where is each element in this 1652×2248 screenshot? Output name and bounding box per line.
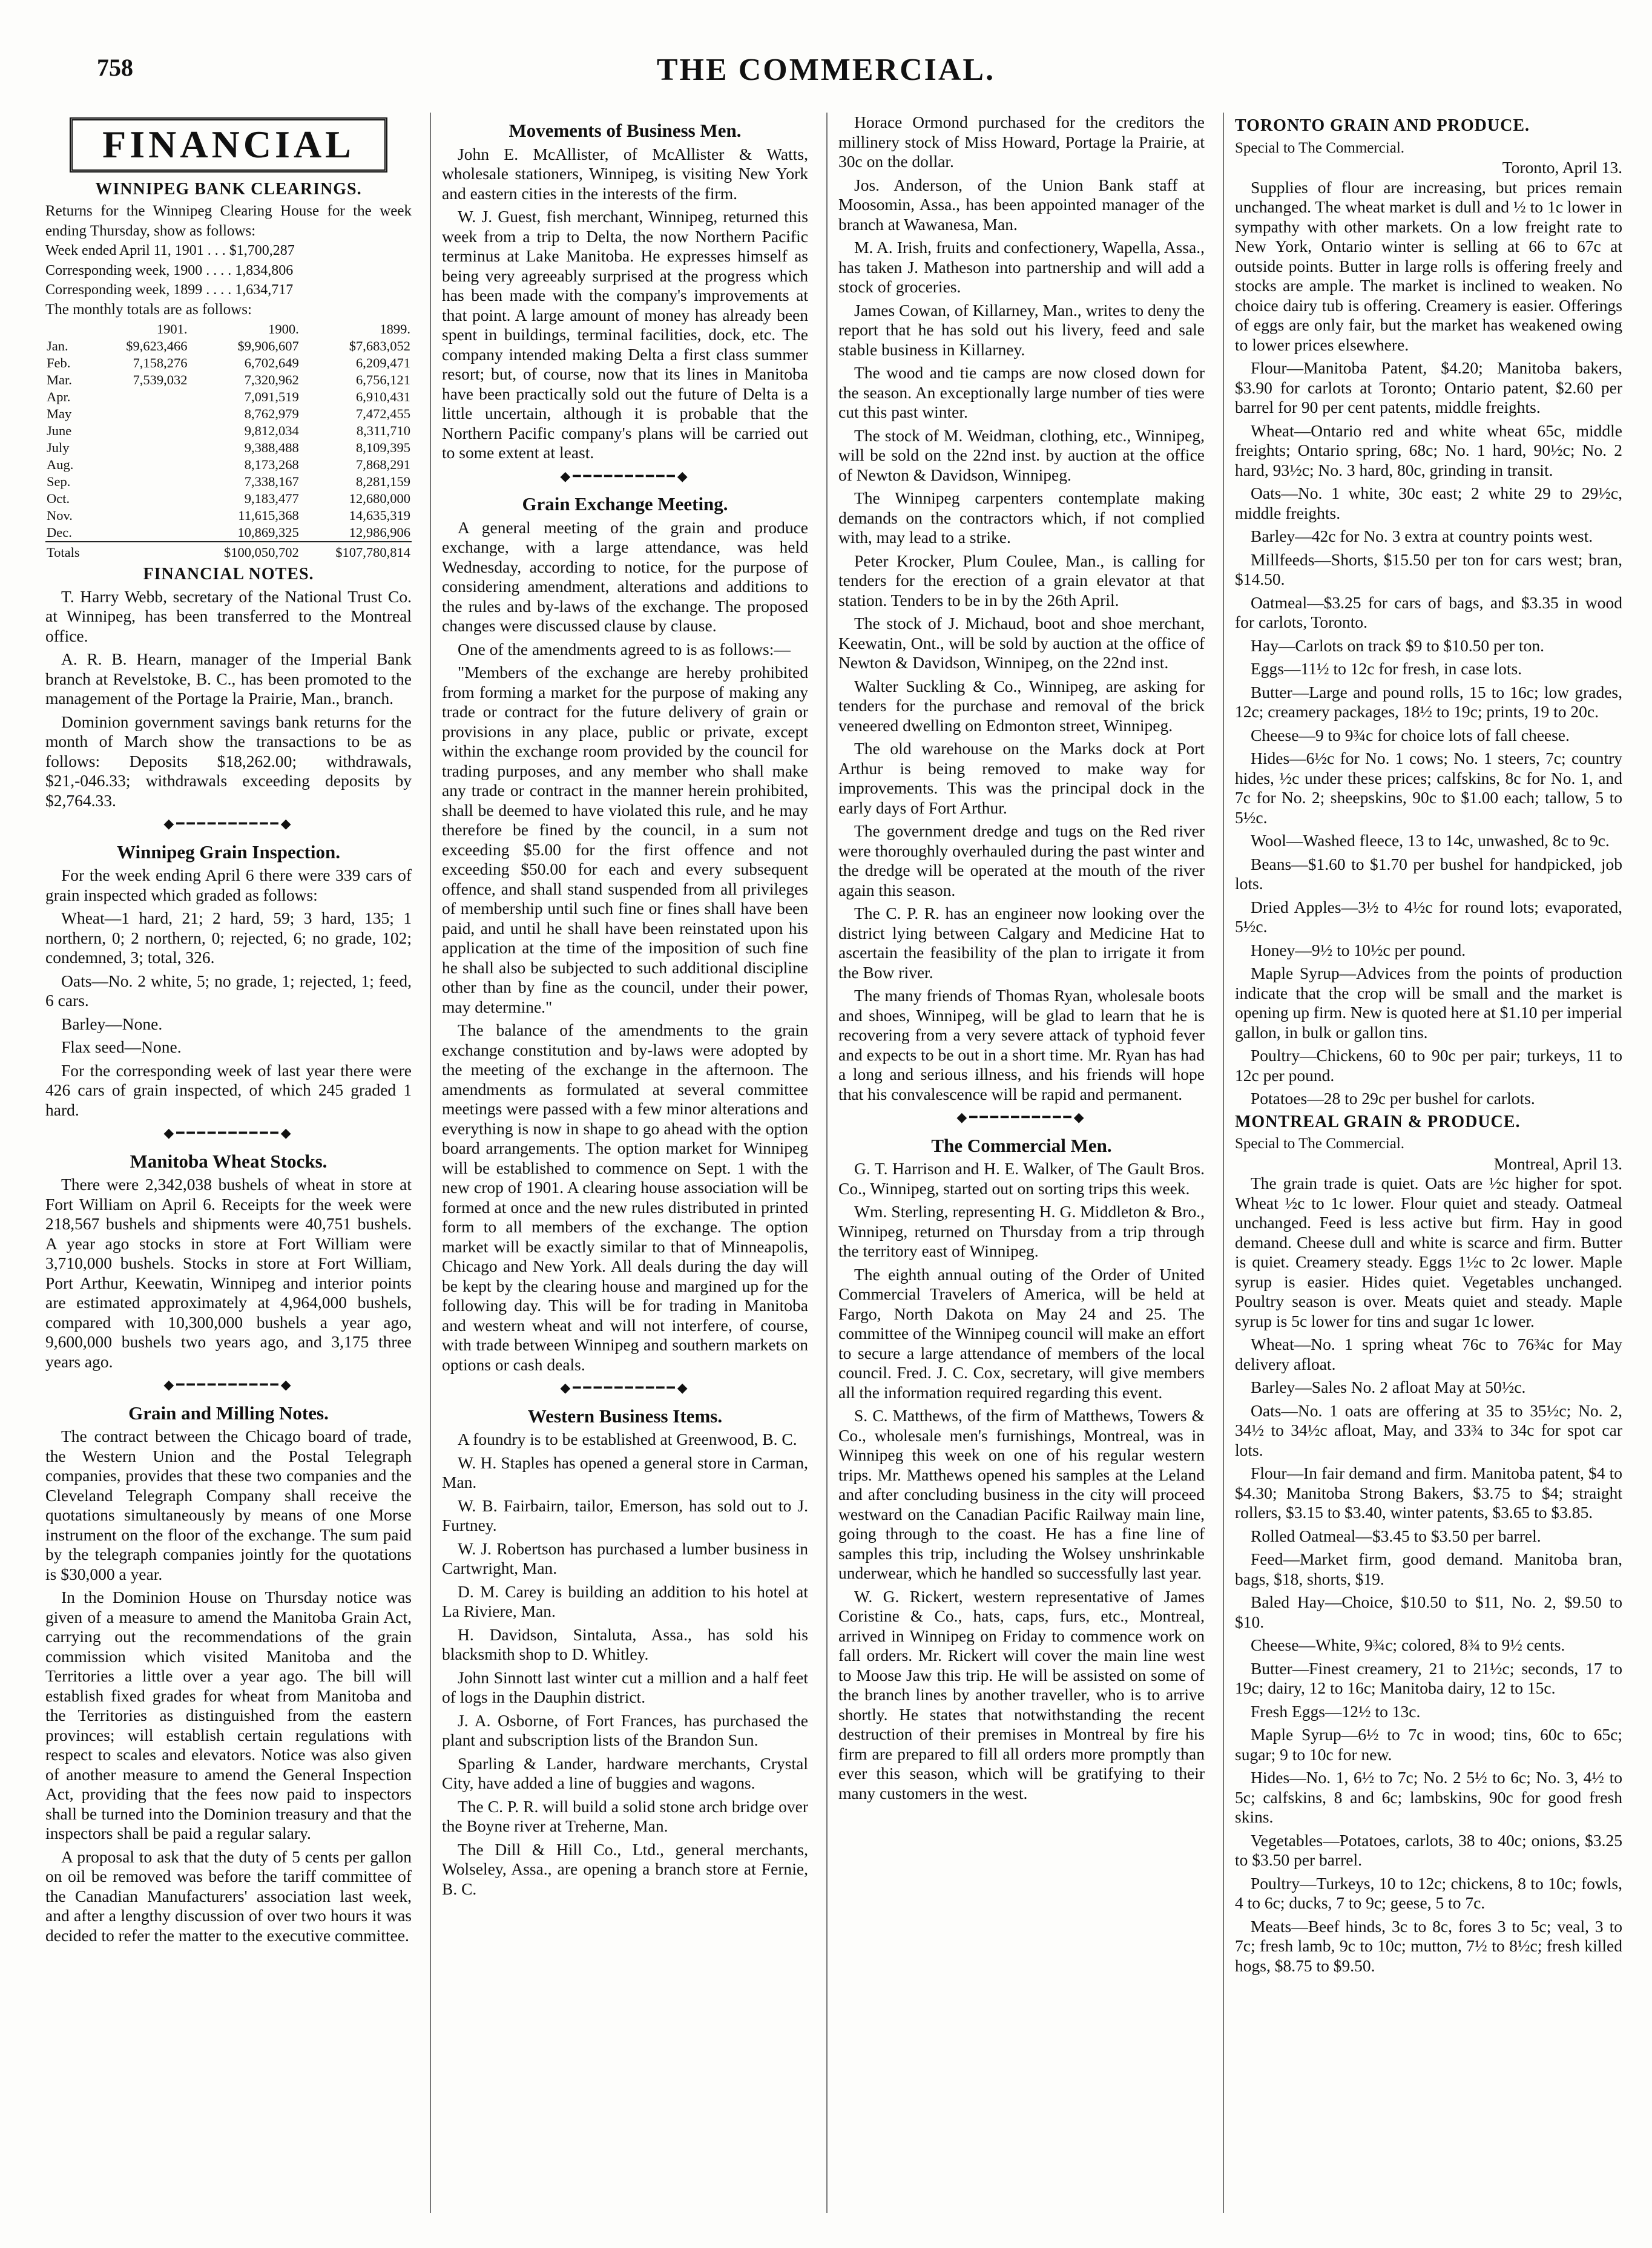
article-paragraph: A foundry is to be established at Greenwood, B. C. [458, 1430, 797, 1448]
month-cell: Apr. [47, 389, 71, 404]
month-cell: Mar. [47, 372, 72, 387]
month-cell: Feb. [47, 355, 71, 370]
table-row [45, 338, 412, 355]
article-paragraph: A proposal to ask that the duty of 5 cents per gallon on oil be removed was before the tariff committee of the Canadian Manufacturers' association last week, and after a lengthy discussion of over two hours it was decided to refer the matter to the executive committee. [45, 1847, 412, 1945]
market-paragraph: Oatmeal—$3.25 for cars of bags, and $3.35 in wood for carlots, Toronto. [1235, 593, 1622, 631]
value-cell [97, 473, 189, 490]
article-paragraph: In the Dominion House on Thursday notice was given of a measure to amend the Manitoba Grain Act, carrying out the recommendations of the grain commission which visited Manitoba and the Territories a little over a year ago. The bill will establish fixed grades for wheat from Manitoba and the Territories as distinguished from the eastern provinces; will establish certain regulations with respect to scales and elevators. Notice was also given of another measure to amend the General Inspection Act, providing that the fees now paid to inspectors shall be turned into the Dominion treasury and that the inspectors shall be paid a regular salary. [45, 1588, 412, 1842]
value-cell: 9,812,034 [244, 423, 299, 438]
value-cell [97, 524, 189, 542]
article-paragraph: John E. McAllister, of McAllister & Watts, wholesale stationers, Winnipeg, is visiting New York and eastern cities in the interests of the firm. [442, 144, 808, 203]
article-paragraph: S. C. Matthews, of the firm of Matthews, Towers & Co., wholesale men's furnishings, Montreal, was in Winnipeg this week on one of his regular western trips. Mr. Matthews opened his samples at the Leland and after concluding business in the city will proceed westward on the Canadian Pacific Railway main line, going through to the coast. He has a fine line of samples this trip, including the Wolsey unshrinkable underwear, which he handled so successfully last year. [838, 1406, 1205, 1582]
market-paragraph: Barley—Sales No. 2 afloat May at 50½c. [1251, 1378, 1526, 1396]
article-paragraph: The government dredge and tugs on the Red river were thoroughly overhauled during the past winter and the dredge will be operated at the mouth of the river again this season. [838, 821, 1205, 899]
clearings-line: Corresponding week, 1899 . . . . 1,634,717 [45, 282, 294, 298]
market-paragraph: Poultry—Chickens, 60 to 90c per pair; turkeys, 11 to 12c per pound. [1235, 1046, 1622, 1085]
financial-section-banner: FINANCIAL [70, 117, 387, 173]
article-paragraph: T. Harry Webb, secretary of the National Trust Co. at Winnipeg, has been transferred to the Montreal office. [45, 587, 412, 645]
article-paragraph: Peter Krocker, Plum Coulee, Man., is calling for tenders for the erection of a grain elevator at that station. Tenders to be in by the 26th April. [838, 551, 1205, 610]
article-paragraph: Wheat—1 hard, 21; 2 hard, 59; 3 hard, 135; 1 northern, 0; 2 northern, 0; rejected, 6; no grade, 102; condemned, 3; total, 326. [45, 909, 412, 967]
movements-heading: Movements of Business Men. [508, 120, 742, 141]
article-paragraph: G. T. Harrison and H. E. Walker, of The Gault Bros. Co., Winnipeg, started out on sorting trips this week. [838, 1159, 1205, 1198]
value-cell: 6,702,649 [244, 355, 299, 370]
clearings-table-header [45, 321, 412, 338]
value-cell [97, 406, 189, 422]
article-paragraph: The contract between the Chicago board of trade, the Western Union and the Postal Telegraph companies, provides that these two companies and the Cleveland Telegraph Company shall receive the quotations simultaneously by means of one Morse instrument on the floor of the exchange. The sum paid by the telegraph companies jointly for the quotations is $30,000 a year. [45, 1427, 412, 1583]
month-cell: Nov. [47, 508, 73, 523]
value-cell: 11,615,368 [238, 508, 299, 523]
article-paragraph: J. A. Osborne, of Fort Frances, has purchased the plant and subscription lists of the Brandon Sun. [442, 1711, 808, 1749]
month-cell: July [47, 440, 70, 455]
article-paragraph: For the corresponding week of last year there were 426 cars of grain inspected, of which 245 graded 1 hard. [45, 1060, 412, 1119]
article-paragraph: The Dill & Hill Co., Ltd., general merchants, Wolseley, Assa., are opening a branch store at Fernie, B. C. [442, 1839, 808, 1898]
value-cell: 7,539,032 [133, 372, 188, 387]
month-cell: Dec. [47, 525, 72, 540]
value-cell: 7,868,291 [356, 457, 410, 472]
clearings-line: Week ended April 11, 1901 . . . $1,700,287 [45, 243, 295, 258]
article-paragraph: Oats—No. 2 white, 5; no grade, 1; rejected, 1; feed, 6 cars. [45, 971, 412, 1010]
market-paragraph: Potatoes—28 to 29c per bushel for carlots. [1251, 1089, 1535, 1108]
market-paragraph: Meats—Beef hinds, 3c to 8c, fores 3 to 5c; veal, 3 to 7c; fresh lamb, 9c to 10c; mutton, 7½ to 8½c; fresh killed hogs, $8.75 to $9.50. [1235, 1916, 1622, 1975]
article-paragraph: The stock of M. Weidman, clothing, etc., Winnipeg, will be sold on the 22nd inst. by auction at the office of Newton & Davidson, Winnipeg. [838, 426, 1205, 484]
value-cell: 10,869,325 [237, 525, 299, 540]
column-2 [442, 113, 808, 2213]
month-cell: Aug. [47, 457, 74, 472]
table-row [45, 406, 412, 422]
market-paragraph: Cheese—9 to 9¾c for choice lots of fall cheese. [1251, 725, 1570, 744]
clearings-intro: Returns for the Winnipeg Clearing House for the week ending Thursday, show as follows: [45, 203, 412, 239]
total-cell: $100,050,702 [188, 542, 300, 561]
value-cell: 9,388,488 [244, 440, 299, 455]
market-paragraph: Cheese—White, 9¾c; colored, 8¾ to 9½ cents. [1251, 1635, 1565, 1654]
clearings-monthly-note: The monthly totals are as follows: [45, 301, 252, 318]
article-paragraph: The eighth annual outing of the Order of United Commercial Travelers of America, will be held at Fargo, North Dakota on May 24 and 25. The committee of the Winnipeg council will make an effort to secure a large attendance of members of the local council. Fred. J. C. Cox, secretary, will give members all the information required regarding this event. [838, 1264, 1205, 1402]
value-cell [97, 389, 189, 406]
toronto-market-heading: TORONTO GRAIN AND PRODUCE. [1235, 116, 1530, 135]
table-row [45, 456, 412, 473]
year-header: 1899. [380, 321, 410, 337]
market-paragraph: Maple Syrup—Advices from the points of production indicate that the crop will be small and the market is opening up firm. New is quoted here at $1.10 per imperial gallon, in bulk or gallon tins. [1235, 964, 1622, 1042]
masthead-title: THE COMMERCIAL. [656, 53, 996, 87]
market-paragraph: Poultry—Turkeys, 10 to 12c; chickens, 8 to 10c; fowls, 4 to 6c; ducks, 7 to 9c; geese, 5 to 7c. [1235, 1873, 1622, 1912]
article-paragraph: Barley—None. [61, 1014, 163, 1033]
value-cell: 8,109,395 [356, 440, 410, 455]
market-paragraph: Baled Hay—Choice, $10.50 to $11, No. 2, $9.50 to $10. [1235, 1592, 1622, 1631]
value-cell: 8,762,979 [244, 406, 299, 421]
article-paragraph: One of the amendments agreed to is as follows:— [458, 639, 791, 659]
article-paragraph: There were 2,342,038 bushels of wheat in store at Fort William on April 6. Receipts for the week were 218,567 bushels and shipments were 40,751 bushels. A year ago stocks in store at Fort William were 3,710,000 bushels. Stocks in store at Fort William, Port Arthur, Keewatin, Winnipeg and interior points are estimated approximately at 4,964,000 bushels, compared with 10,300,000 bushels a year ago, 9,600,000 bushels two years ago, and 3,175 three years ago. [45, 1175, 412, 1371]
article-paragraph: M. A. Irish, fruits and confectionery, Wapella, Assa., has taken J. Matheson into partnership and will add a stock of groceries. [838, 238, 1205, 296]
value-cell: $9,906,607 [237, 338, 299, 353]
article-paragraph: The stock of J. Michaud, boot and shoe merchant, Keewatin, Ont., will be sold by auction at the office of Newton & Davidson, Winnipeg, on the 22nd inst. [838, 614, 1205, 672]
article-paragraph: The balance of the amendments to the grain exchange constitution and by-laws were adopted by the meeting of the exchange in the afternoon. The amendments as formulated at several committee meetings were passed with a few minor alterations and everything is now in shape to go ahead with the option board arrangements. The option market for Winnipeg will be established to commence on Sept. 1 with the new crop of 1901. A clearing house association will be formed at once and the new rules distributed in printed form to all members of the exchange. The option market will be exactly similar to that of Minneapolis, Chicago and New York. All deals during the day will be kept by the clearing house and margined up for the following day. This will be for trading in Manitoba and western wheat and will not interfere, of course, with trade between Winnipeg and southern markets on options or cash deals. [442, 1020, 808, 1374]
value-cell: 6,910,431 [356, 389, 410, 404]
article-paragraph: The C. P. R. will build a solid stone arch bridge over the Boyne river at Treherne, Man. [442, 1796, 808, 1835]
table-row [45, 439, 412, 456]
year-header: 1901. [156, 321, 188, 337]
article-paragraph: John Sinnott last winter cut a million and a half feet of logs in the Dauphin district. [442, 1668, 808, 1706]
value-cell: 8,281,159 [356, 474, 410, 489]
table-row [45, 422, 412, 439]
ornament-divider: ◆━━━━━━━━━━◆ [163, 1377, 294, 1392]
month-cell: June [47, 423, 72, 438]
value-cell: 6,209,471 [356, 355, 410, 370]
market-paragraph: The grain trade is quiet. Oats are ½c higher for spot. Wheat ½c to 1c lower. Flour quiet and steady. Oatmeal unchanged. Feed is less active but firm. Hay in good demand. Cheese dull and white is scarce and firm. Butter is quiet. Creamery steady. Eggs 1½c to 2c lower. Maple syrup is easier. Hides quiet. Vegetables unchanged. Poultry season is over. Meats quiet and steady. Maple syrup is 5c lower for tins and sugar 1c lower. [1235, 1174, 1622, 1330]
value-cell: 8,311,710 [356, 423, 410, 438]
article-paragraph: A general meeting of the grain and produce exchange, with a large attendance, was held Wednesday, according to notice, for the purpose of considering amendment, alterations and additions to the rules and by-laws of the exchange. The proposed changes were discussed clause by clause. [442, 518, 808, 635]
clearings-table [45, 321, 412, 561]
market-paragraph: Wool—Washed fleece, 13 to 14c, unwashed, 8c to 9c. [1251, 831, 1610, 850]
article-paragraph: Jos. Anderson, of the Union Bank staff at Moosomin, Assa., has been appointed manager of the branch at Wawanesa, Man. [838, 175, 1205, 234]
market-paragraph: Oats—No. 1 white, 30c east; 2 white 29 to 29½c, middle freights. [1235, 484, 1622, 522]
article-paragraph: W. H. Staples has opened a general store in Carman, Man. [442, 1453, 808, 1491]
article-paragraph: The Winnipeg carpenters contemplate making demands on the contractors which, if not complied with, may lead to a strike. [838, 488, 1205, 547]
value-cell: 12,986,906 [349, 525, 410, 540]
page-number: 758 [97, 54, 133, 81]
total-cell: $107,780,814 [300, 542, 412, 561]
article-paragraph: W. J. Guest, fish merchant, Winnipeg, returned this week from a trip to Delta, the now Northern Pacific terminus at Lake Manitoba. He expresses himself as being very agreeably surprised at the progress which has been made with the company's improvements at that point. A large amount of money has already been spent in buildings, terminal facilities, dock, etc. The company intended making Delta a first class summer resort; but, of course, now that its lines in Manitoba have been practically sold out the future of Delta is a little uncertain, although it is probable that the Northern Pacific company's plans will be carried out to some extent at least. [442, 207, 808, 462]
value-cell [97, 439, 189, 456]
value-cell: 7,158,276 [133, 355, 188, 370]
dateline: Montreal, April 13. [1493, 1154, 1622, 1173]
market-paragraph: Millfeeds—Shorts, $15.50 per ton for cars west; bran, $14.50. [1235, 550, 1622, 588]
column-1 [45, 113, 412, 2213]
special-line: Special to The Commercial. [1235, 1136, 1405, 1152]
dateline: Toronto, April 13. [1502, 158, 1622, 177]
market-paragraph: Wheat—Ontario red and white wheat 65c, middle freights; Ontario spring, 68c; No. 1 hard, 90½c; No. 2 hard, 93½c; No. 3 hard, 80c, grinding in transit. [1235, 421, 1622, 479]
value-cell [97, 456, 189, 473]
article-paragraph: James Cowan, of Killarney, Man., writes to deny the report that he has sold out his livery, feed and sale stable business in Killarney. [838, 300, 1205, 359]
article-paragraph: Sparling & Lander, hardware merchants, Crystal City, have added a line of buggies and wagons. [442, 1753, 808, 1792]
market-paragraph: Beans—$1.60 to $1.70 per bushel for handpicked, job lots. [1235, 854, 1622, 893]
market-paragraph: Butter—Large and pound rolls, 15 to 16c; low grades, 12c; creamery packages, 18½ to 19c; prints, 19 to 20c. [1235, 682, 1622, 721]
market-paragraph: Barley—42c for No. 3 extra at country points west. [1251, 527, 1593, 545]
montreal-market-heading: MONTREAL GRAIN & PRODUCE. [1235, 1112, 1521, 1131]
value-cell [97, 507, 189, 524]
table-row [45, 507, 412, 524]
article-paragraph: Walter Suckling & Co., Winnipeg, are asking for tenders for the purchase and removal of the brick veneered dwelling on Edmonton street, Winnipeg. [838, 676, 1205, 735]
table-row [45, 355, 412, 372]
market-paragraph: Flour—In fair demand and firm. Manitoba patent, $4 to $4.30; Manitoba Strong Bakers, $3.75 to $4; straight rollers, $3.15 to $3.40, winter patents, $3.65 to $3.85. [1235, 1464, 1622, 1522]
table-row [45, 389, 412, 406]
value-cell: $7,683,052 [349, 338, 410, 353]
column-rule [430, 113, 431, 2213]
market-paragraph: Eggs—11½ to 12c for fresh, in case lots. [1251, 659, 1522, 678]
month-cell: Jan. [47, 338, 68, 353]
market-paragraph: Hides—No. 1, 6½ to 7c; No. 2 5½ to 6c; No. 3, 4½ to 5c; calfskins, 8 and 6c; lambskins, 90c for good fresh skins. [1235, 1768, 1622, 1826]
value-cell: 6,756,121 [356, 372, 410, 387]
ornament-divider: ◆━━━━━━━━━━◆ [163, 1125, 294, 1140]
value-cell [97, 422, 189, 439]
totals-row [45, 542, 412, 561]
article-paragraph: A. R. B. Hearn, manager of the Imperial Bank branch at Revelstoke, B. C., has been promoted to the management of the Portage la Prairie, Man., branch. [45, 649, 412, 708]
ornament-divider: ◆━━━━━━━━━━◆ [956, 1109, 1087, 1125]
article-paragraph: W. G. Rickert, western representative of James Coristine & Co., hats, caps, furs, etc., Montreal, arrived in Winnipeg on Friday to commence work on fall orders. Mr. Rickert will cover the main line west to Moose Jaw this trip. He will be assisted on some of the branch lines by another traveller, who is to arrive shortly. He states that notwithstanding the recent destruction of their premises in Montreal by fire his firm are prepared to fill all orders more promptly than ever this season, which will be gratifying to their many customers in the west. [838, 1586, 1205, 1803]
article-paragraph: Horace Ormond purchased for the creditors the millinery stock of Miss Howard, Portage la Prairie, at 30c on the dollar. [838, 113, 1205, 171]
article-paragraph: For the week ending April 6 there were 339 cars of grain inspected which graded as follows: [45, 866, 412, 904]
market-paragraph: Dried Apples—3½ to 4½c for round lots; evaporated, 5½c. [1235, 897, 1622, 936]
totals-label: Totals [45, 542, 97, 561]
column-rule [1223, 113, 1224, 2213]
table-row [45, 473, 412, 490]
value-cell: 9,183,477 [244, 491, 299, 506]
market-paragraph: Rolled Oatmeal—$3.45 to $3.50 per barrel. [1251, 1526, 1541, 1545]
article-paragraph: The C. P. R. has an engineer now looking over the district lying between Calgary and Medicine Hat to ascertain the feasibility of the plan to irrigate it from the Bow river. [838, 904, 1205, 982]
month-cell: Sep. [47, 474, 71, 489]
market-paragraph: Wheat—No. 1 spring wheat 76c to 76¾c for May delivery afloat. [1235, 1335, 1622, 1373]
value-cell: 14,635,319 [349, 508, 410, 523]
market-paragraph: Butter—Finest creamery, 21 to 21½c; seconds, 17 to 19c; dairy, 12 to 16c; Manitoba dairy, 12 to 15c. [1235, 1658, 1622, 1697]
article-paragraph: H. Davidson, Sintaluta, Assa., has sold his blacksmith shop to D. Whitley. [442, 1625, 808, 1663]
article-paragraph: W. B. Fairbairn, tailor, Emerson, has sold out to J. Furtney. [442, 1496, 808, 1534]
value-cell: $9,623,466 [126, 338, 188, 353]
article-paragraph: "Members of the exchange are hereby prohibited from forming a market for the purpose of making any trade or contract for the future delivery of grain or provisions in any place, public or private, except within the exchange room provided by the council for trading purposes, and any member who shall make any trade or contract in the manner herein prohibited, shall be deemed to have violated this rule, and he may therefore be fined by the council, in a sum not exceeding $5.00 for the first offence and not exceeding $50.00 for each and every subsequent offence, and shall stand suspended from all privileges of membership until such fine or fines shall have been paid, and until he shall have been reinstated upon his application at the time of the imposition of such fine he shall also be subjected to such additional discipline other than by fine as the council, under their power, may determine." [442, 663, 808, 1016]
value-cell: 7,338,167 [244, 474, 299, 489]
clearings-line: Corresponding week, 1900 . . . . 1,834,806 [45, 262, 294, 278]
market-paragraph: Oats—No. 1 oats are offering at 35 to 35½c; No. 2, 34½ to 34½c afloat, May, and 33¾ to 34c for spot car lots. [1235, 1401, 1622, 1459]
article-paragraph: Wm. Sterling, representing H. G. Middleton & Bro., Winnipeg, returned on Thursday from a trip through the territory east of Winnipeg. [838, 1202, 1205, 1260]
article-paragraph: Flax seed—None. [61, 1037, 182, 1056]
special-line: Special to The Commercial. [1235, 139, 1405, 156]
column-rule [826, 113, 828, 2213]
column-3 [838, 113, 1205, 2213]
article-paragraph: The wood and tie camps are now closed down for the season. An exceptionally large number of ties were cut this past winter. [838, 363, 1205, 421]
value-cell: 12,680,000 [349, 491, 410, 506]
ornament-divider: ◆━━━━━━━━━━◆ [163, 816, 294, 831]
month-cell: May [47, 406, 72, 421]
market-paragraph: Maple Syrup—6½ to 7c in wood; tins, 60c to 65c; sugar; 9 to 10c for new. [1235, 1725, 1622, 1764]
column-4 [1235, 113, 1622, 2213]
market-paragraph: Hay—Carlots on track $9 to $10.50 per ton. [1251, 636, 1544, 655]
value-cell: 7,472,455 [356, 406, 410, 421]
article-paragraph: W. J. Robertson has purchased a lumber business in Cartwright, Man. [442, 1539, 808, 1577]
month-cell: Oct. [47, 491, 70, 506]
value-cell: 8,173,268 [244, 457, 299, 472]
clearings-heading: WINNIPEG BANK CLEARINGS. [95, 179, 362, 199]
article-paragraph: The many friends of Thomas Ryan, wholesale boots and shoes, Winnipeg, will be glad to learn that he is recovering from a very severe attack of typhoid fever and expects to be out in a short time. Mr. Ryan has had a long and serious illness, and his friends will hope that his convalescence will be rapid and permanent. [838, 986, 1205, 1103]
market-paragraph: Feed—Market firm, good demand. Manitoba bran, bags, $18, shorts, $19. [1235, 1550, 1622, 1588]
value-cell [97, 490, 189, 507]
ornament-divider: ◆━━━━━━━━━━◆ [560, 1380, 690, 1395]
year-header: 1900. [268, 321, 299, 337]
financial-notes-heading: FINANCIAL NOTES. [143, 565, 314, 583]
market-paragraph: Hides—6½c for No. 1 cows; No. 1 steers, 7c; country hides, ½c under these prices; calfskins, 8c for No. 1, and 7c for No. 2; sheepskins, 90c to $1.00 each; tallow, 5 to 5½c. [1235, 749, 1622, 827]
market-paragraph: Supplies of flour are increasing, but prices remain unchanged. The wheat market is dull and ½ to 1c lower in sympathy with other markets. On a low freight rate to New York, Ontario winter is selling at 66 to 67c at outside points. Butter in large rolls is offering freely and stocks are ample. The market is inclined to weaken. No choice dairy tub is offering. Creamery is easier. Offerings of eggs are only fair, but the market has weakened owing to lower prices elsewhere. [1235, 177, 1622, 354]
article-paragraph: The old warehouse on the Marks dock at Port Arthur is being removed to make way for improvements. This was the principal dock in the early days of Fort Arthur. [838, 739, 1205, 817]
grain-inspection-heading: Winnipeg Grain Inspection. [117, 841, 340, 863]
value-cell: 7,091,519 [244, 389, 299, 404]
market-paragraph: Vegetables—Potatoes, carlots, 38 to 40c; onions, $3.25 to $3.50 per barrel. [1235, 1830, 1622, 1869]
table-row [45, 490, 412, 507]
grain-exchange-heading: Grain Exchange Meeting. [522, 493, 728, 514]
market-paragraph: Fresh Eggs—12½ to 13c. [1251, 1701, 1421, 1721]
ornament-divider: ◆━━━━━━━━━━◆ [560, 468, 690, 484]
article-paragraph: Dominion government savings bank returns for the month of March show the transactions to be as follows: Deposits $18,262.00; withdrawals, $21,-046.33; withdrawals exceeding deposits by $2,764.33. [45, 712, 412, 810]
western-business-heading: Western Business Items. [527, 1405, 723, 1427]
market-paragraph: Flour—Manitoba Patent, $4.20; Manitoba bakers, $3.90 for carlots at Toronto; Ontario patent, $2.60 per barrel for 90 per cent patents, middle freights. [1235, 358, 1622, 416]
table-row [45, 524, 412, 542]
wheat-stocks-heading: Manitoba Wheat Stocks. [130, 1150, 327, 1172]
milling-notes-heading: Grain and Milling Notes. [128, 1402, 329, 1424]
commercial-men-heading: The Commercial Men. [931, 1134, 1112, 1156]
value-cell: 7,320,962 [244, 372, 299, 387]
market-paragraph: Honey—9½ to 10½c per pound. [1251, 940, 1466, 959]
table-row [45, 372, 412, 389]
article-paragraph: D. M. Carey is building an addition to his hotel at La Riviere, Man. [442, 1582, 808, 1620]
